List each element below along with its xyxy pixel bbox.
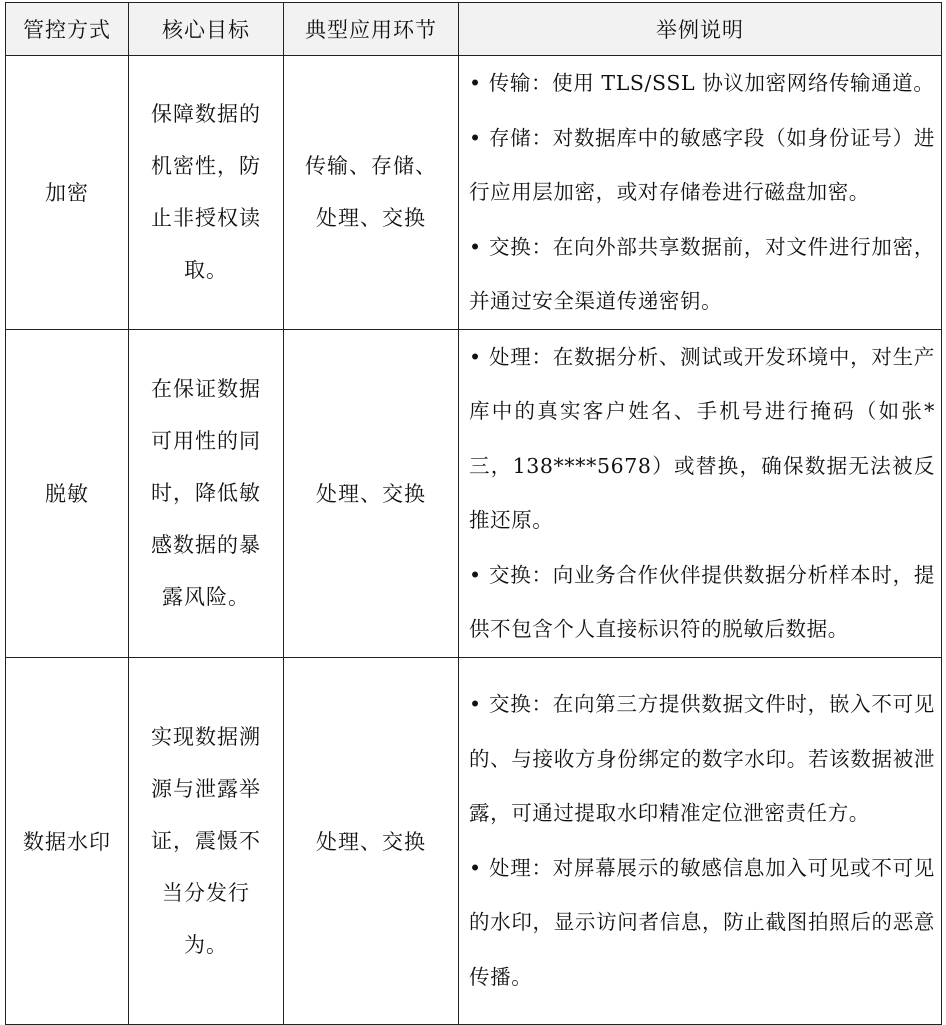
header-row bbox=[6, 3, 942, 56]
goal-cell: 保障数据的机密性，防止非授权读取。 bbox=[129, 56, 284, 330]
example-item: • 交换：在向第三方提供数据文件时，嵌入不可见的、与接收方身份绑定的数字水印。若该数据被泄露，可通过提取水印精准定位泄密责任方。 bbox=[469, 692, 935, 825]
stage-cell: 传输、存储、处理、交换 bbox=[284, 56, 459, 330]
example-cell bbox=[459, 329, 942, 657]
example-item: • 交换：在向外部共享数据前，对文件进行加密，并通过安全渠道传递密钥。 bbox=[469, 234, 935, 313]
example-item: • 交换：向业务合作伙伴提供数据分析样本时，提供不包含个人直接标识符的脱敏后数据。 bbox=[469, 562, 935, 641]
header-goal: 核心目标 bbox=[129, 3, 284, 56]
example-item: • 存储：对数据库中的敏感字段（如身份证号）进行应用层加密，或对存储卷进行磁盘加密。 bbox=[469, 125, 935, 204]
method-cell: 数据水印 bbox=[6, 657, 129, 1024]
goal-cell: 实现数据溯源与泄露举证，震慑不当分发行为。 bbox=[129, 657, 284, 1024]
example-item: • 处理：在数据分析、测试或开发环境中，对生产库中的真实客户姓名、手机号进行掩码（如张*三，138****5678）或替换，确保数据无法被反推还原。 bbox=[469, 344, 935, 532]
method-cell: 加密 bbox=[6, 56, 129, 330]
example-item: • 处理：对屏幕展示的敏感信息加入可见或不可见的水印，显示访问者信息，防止截图拍照后的恶意传播。 bbox=[469, 855, 935, 989]
header-stage: 典型应用环节 bbox=[284, 3, 459, 56]
example-item: • 传输：使用 TLS/SSL 协议加密网络传输通道。 bbox=[469, 71, 935, 95]
header-example: 举例说明 bbox=[459, 3, 942, 56]
control-methods-table bbox=[5, 2, 942, 1025]
stage-cell: 处理、交换 bbox=[284, 657, 459, 1024]
example-cell bbox=[459, 56, 942, 330]
table-row bbox=[6, 56, 942, 330]
header-method: 管控方式 bbox=[6, 3, 129, 56]
method-cell: 脱敏 bbox=[6, 329, 129, 657]
example-cell bbox=[459, 657, 942, 1024]
table-row bbox=[6, 329, 942, 657]
stage-cell: 处理、交换 bbox=[284, 329, 459, 657]
goal-cell: 在保证数据可用性的同时，降低敏感数据的暴露风险。 bbox=[129, 329, 284, 657]
table-row bbox=[6, 657, 942, 1024]
